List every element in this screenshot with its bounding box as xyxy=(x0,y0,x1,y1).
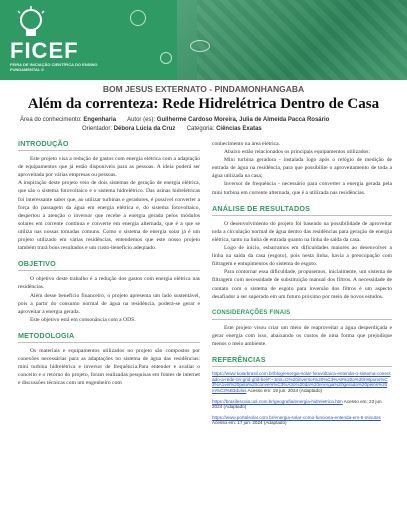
results-paragraph-1: O desenvolvimento do projeto foi baseado na possibilidade de aproveitar toda a circulação normal de água dentro das residências para geração de energia elétrica, tanto na linha de entrada quanto na linha de saída da casa. xyxy=(212,220,392,243)
advisor-label: Orientador: xyxy=(82,126,113,132)
references-heading: REFERÊNCIAS xyxy=(212,356,392,367)
method-item-turbine: Mini turbina geradora - instalada logo após o relógio de medição de entrada de água na residência, para que possibilite o aproveitamento de toda a água utilizada na casa; xyxy=(212,157,392,180)
method-heading: METODOLOGIA xyxy=(18,332,200,343)
page-title: Além da correnteza: Rede Hidrelétrica Dentro de Casa xyxy=(27,96,380,112)
school-name: BOM JESUS EXTERNATO - PINDAMONHANGABA xyxy=(102,84,305,94)
meta-line-1 xyxy=(20,117,329,123)
objective-paragraph-3: Este objetivo está em consonância com a ODS. xyxy=(30,316,136,323)
meta-line-2 xyxy=(82,126,262,132)
final-paragraph: Este projeto visou criar um meio de reaproveitar a água desperdiçada e gerar energia com isso, abaixando os custos de uma forma que prejudique menos o meio ambiente. xyxy=(212,324,392,347)
planet-icon xyxy=(160,52,172,64)
results-heading: ANÁLISE DE RESULTADOS xyxy=(212,205,392,216)
logo-subtitle: FEIRA DE INICIAÇÃO CIENTÍFICA DO ENSINO FUNDAMENTAL II xyxy=(10,62,98,72)
reference-link[interactable]: https://www.portalsolar.com.br/energia-solar-como-funciona-entenda-em-5-minutos xyxy=(212,414,381,420)
objective-paragraph-2: Além desse benefício financeiro, o projeto apresenta um lado sustentável, pois a partir do consumo normal de água na residência, poderá-se gerar e aproveitar a energia gerada. xyxy=(18,292,200,315)
method-item-inverter: Inversor de frequência - necessário para converter a energia gerada pela mini turbina em corrente alternada, que é a utilizada nas residências. xyxy=(212,181,392,196)
objective-heading: OBJETIVO xyxy=(18,260,200,271)
results-paragraph-2: Logo de início, esbarramos em dificuldades maiores ao desenvolver a linha na saída da casa (esgoto), pois nesta linha, havia a preocupação com filtragem e entupimentos do sistema de esgoto. xyxy=(212,245,392,268)
category-label: Categoria: xyxy=(186,126,215,132)
intro-heading: INTRODUÇÃO xyxy=(18,140,200,151)
final-heading: CONSIDERAÇÕES FINAIS xyxy=(212,309,392,320)
method-continuation: conhecimento na área elétrica. xyxy=(212,141,281,147)
reference-link[interactable]: https://brasilescola.uol.com.br/geografia/energia-hidreletrica.htm xyxy=(212,398,343,404)
objective-paragraph-1: O objetivo deste trabalho é a redução dos gastos com energia elétrica nas residências. xyxy=(18,276,200,291)
method-paragraph-2: Abaixo estão relacionados os principais equipamentos utilizados: xyxy=(224,149,371,156)
area-label: Área do conhecimento: xyxy=(20,117,82,123)
left-column xyxy=(18,140,200,387)
intro-paragraph-2: A inspiração deste projeto veio de dois sistemas de geração de energia elétrica, que são o sistema fotovoltaico e o sistema hidrelétrico. Das usinas hidrelétricas foi interessante saber que, ao utilizar turbinas e geradores, é possível converter a força do passagem da água em energia elétrica e, do sistema fotovoltaico, despertou a atenção o inversor que recebe a energia gerada pelos módulos solares em corrente contínua e converte em energia alternada, que é a que se utiliza nas nossas tomadas comuns. Como o sistema de energia solar já é um projeto utilizado em várias residências, entendemos que este nosso projeto também trará bons resultados e um custo-benefício adequado. xyxy=(18,180,200,252)
area-value: Engenharia xyxy=(83,117,117,123)
atom-icon xyxy=(190,40,210,52)
results-paragraph-3: Para contornar essa dificuldade, propusemos, inicialmente, um sistema de filtragem com necessidade de substituição manual dos filtros. A necessidade de contato com o sistema de esgoto para inversão dos filtros é um aspecto desafiador a ser superado em um futuro próximo por meio de novos estudos. xyxy=(212,269,392,300)
references-list xyxy=(212,371,392,426)
intro-paragraph-1: Este projeto visa a redução de gastos com energia elétrica com a adaptação de equipamentos que já estão disponíveis para as pessoas. A ideia poderá ser aproveitada por várias empresas ou pessoas. xyxy=(18,156,200,179)
advisor-value: Débora Lúcia da Cruz xyxy=(113,126,176,132)
reference-access-note: Acesso em: 17 jun. 2024 (Adaptado) xyxy=(212,420,287,426)
reference-link[interactable]: https://www.solarbrasil.com.br/blog/energia-solar-fotovoltaica-entenda-o-sistema-conectado-a-rede-on-grid-grid-tie/#:~:text=O%20inversor%20%C3%A9%20o%20respons%C3%A1vel%20pela%20convers%C3%A3o%20da%20energia%20gerada%20pelos%20m%C3%B3dulos xyxy=(212,371,391,393)
logo-text: FICEF xyxy=(10,38,79,63)
author-label: Autor (es): xyxy=(127,117,156,123)
right-column xyxy=(212,140,392,431)
reference-access-note: Acesso em: 23 jun. 2024 (Adaptado) xyxy=(212,398,383,410)
reference-access-note: Acesso em: 19 jun. 2024 (Adaptado) xyxy=(247,387,323,393)
gear-icon xyxy=(130,10,146,26)
reference-item xyxy=(212,399,392,410)
header-banner xyxy=(0,0,407,80)
method-paragraph-1: Os materiais e equipamentos utilizados no projeto são compostos por conexões necessárias para as adaptações no sistema de água das residências: mini turbina hidrelétrica e inversor de frequência.Para entender e avaliar o conceito e o retorno do projeto, foram realizadas pesquisas em fontes de internet e discussões técnicas com um engenheiro com xyxy=(18,347,200,387)
banner-photo xyxy=(177,0,407,80)
reference-item xyxy=(212,415,392,426)
category-value: Ciências Exatas xyxy=(216,126,262,132)
reference-item xyxy=(212,371,392,393)
author-value: Guilherme Cardoso Moreira, Julia de Almeida Pacca Rosário xyxy=(156,117,330,123)
